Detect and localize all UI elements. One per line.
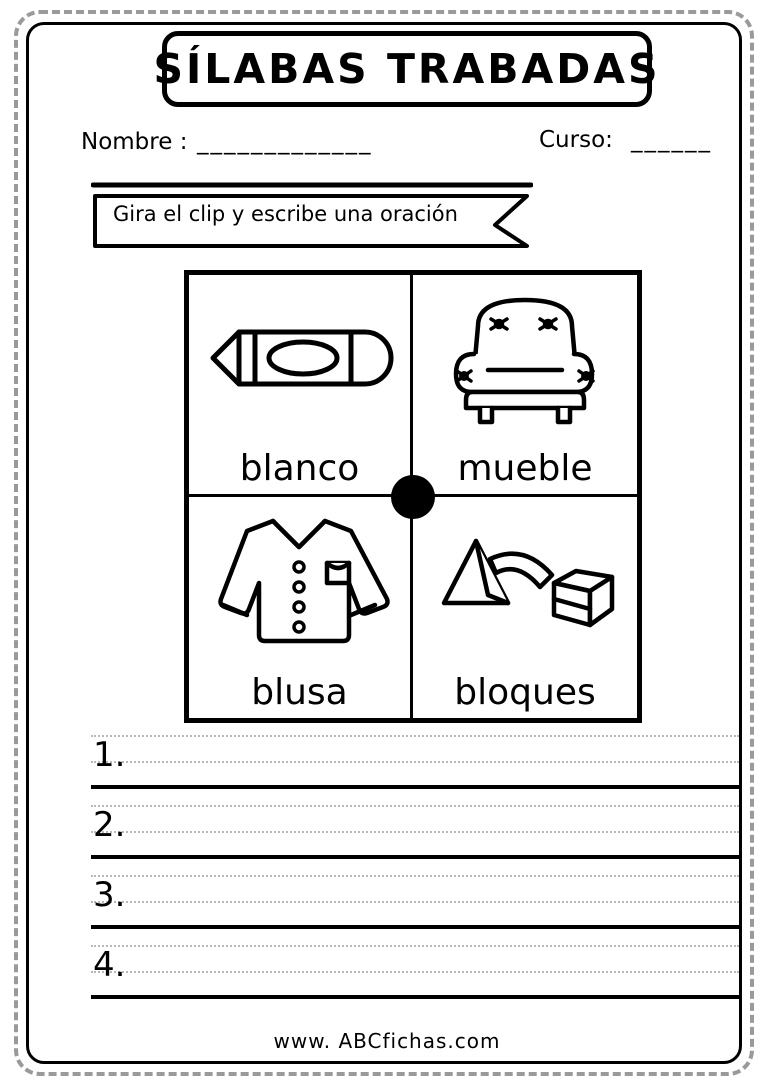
dotted-rule-top bbox=[91, 945, 739, 947]
dotted-rule-top bbox=[91, 805, 739, 807]
spinner-cell-bloques[interactable] bbox=[413, 497, 637, 719]
instruction-banner bbox=[91, 182, 533, 248]
page-title: SÍLABAS TRABADAS bbox=[153, 45, 661, 93]
writing-line-2[interactable] bbox=[91, 801, 739, 871]
writing-line-3[interactable] bbox=[91, 871, 739, 941]
student-info-row bbox=[79, 123, 749, 165]
spinner-cell-blusa[interactable] bbox=[189, 497, 413, 719]
dotted-rule-top bbox=[91, 875, 739, 877]
line-number-3: 3. bbox=[93, 875, 126, 915]
line-number-1: 1. bbox=[93, 735, 126, 775]
course-input-blank[interactable]: ______ bbox=[631, 127, 712, 153]
name-label: Nombre : bbox=[81, 129, 188, 155]
solid-rule-base bbox=[91, 995, 739, 999]
dotted-rule-mid bbox=[91, 831, 739, 833]
spinner-cell-blanco[interactable] bbox=[189, 275, 413, 497]
blocks-icon bbox=[413, 505, 637, 655]
line-number-4: 4. bbox=[93, 945, 126, 985]
spinner-pivot-dot[interactable] bbox=[391, 475, 435, 519]
blouse-icon bbox=[189, 505, 410, 655]
spinner-grid bbox=[184, 270, 642, 723]
writing-line-1[interactable] bbox=[91, 731, 739, 801]
dotted-rule-mid bbox=[91, 761, 739, 763]
name-input-blank[interactable]: _____________ bbox=[197, 129, 373, 155]
spinner-word-4: bloques bbox=[454, 672, 596, 714]
page-frame bbox=[26, 22, 742, 1064]
writing-lines bbox=[91, 731, 739, 1041]
instruction-text: Gira el clip y escribe una oración bbox=[113, 202, 458, 226]
course-label: Curso: bbox=[539, 127, 613, 153]
spinner-cell-mueble[interactable] bbox=[413, 275, 637, 497]
armchair-icon bbox=[413, 283, 637, 433]
writing-line-4[interactable] bbox=[91, 941, 739, 1011]
dotted-rule-top bbox=[91, 735, 739, 737]
spinner-word-1: blanco bbox=[239, 447, 360, 489]
spinner-word-2: mueble bbox=[457, 447, 593, 489]
solid-rule-base bbox=[91, 785, 739, 789]
line-number-2: 2. bbox=[93, 805, 126, 845]
crayon-icon bbox=[189, 283, 410, 433]
dotted-rule-mid bbox=[91, 971, 739, 973]
solid-rule-base bbox=[91, 855, 739, 859]
spinner-word-3: blusa bbox=[251, 672, 348, 714]
solid-rule-base bbox=[91, 925, 739, 929]
dotted-rule-mid bbox=[91, 901, 739, 903]
footer-website: www. ABCfichas.com bbox=[273, 1029, 501, 1053]
title-box bbox=[153, 31, 661, 107]
